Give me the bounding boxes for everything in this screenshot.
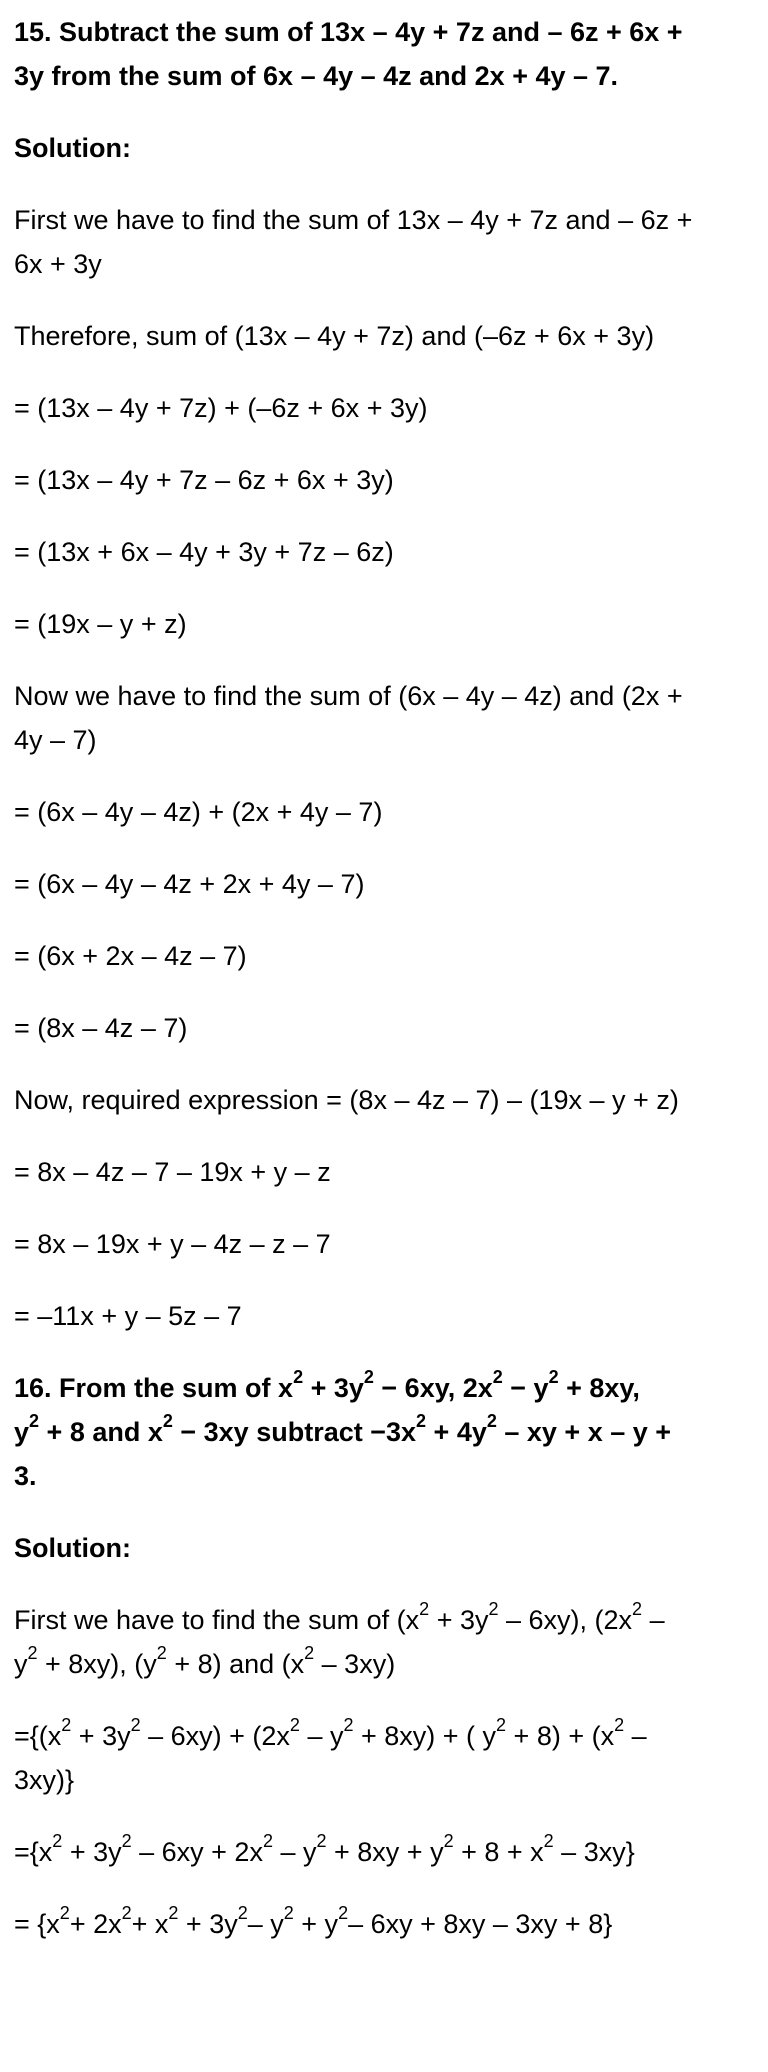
q16-question-line-3: 3.	[14, 1461, 37, 1491]
exponent: 2	[293, 1367, 304, 1387]
q15-solution-label: Solution:	[14, 133, 131, 163]
exponent: 2	[316, 1831, 327, 1851]
q15-step-11: = –11x + y – 5z – 7	[14, 1301, 242, 1331]
q16-step-3: = {$x^2+ 2x^2+ x^2 + 3y^2-$ $y^2 + y^2-$ 6xy + 8xy – 3xy + 8}	[14, 1903, 613, 1939]
q15-step-10: = 8x – 19x + y – 4z – z – 7	[14, 1229, 331, 1259]
q15-step-1: = (13x – 4y + 7z) + (–6z + 6x + 3y)	[14, 393, 428, 423]
q16-intro-line-2: $y^2 + 8xy$), $(y^2 + 8)$ and $(x^2 - 3xy)$	[14, 1643, 396, 1679]
q15-now-line-1: Now we have to find the sum of (6x – 4y – 4z) and (2x +	[14, 681, 683, 711]
exponent: 2	[443, 1831, 454, 1851]
q15-step-4: = (19x – y + z)	[14, 609, 187, 639]
exponent: 2	[121, 1903, 132, 1923]
exponent: 2	[486, 1411, 497, 1431]
exponent: 2	[121, 1831, 132, 1851]
exponent: 2	[162, 1411, 173, 1431]
exponent: 2	[168, 1903, 179, 1923]
q16-intro-line-1: First we have to find the sum of $(x^2 + 3y^2 - 6xy)$, ($2x^2$ –	[14, 1599, 665, 1635]
exponent: 2	[632, 1599, 643, 1619]
q15-step-6: = (6x – 4y – 4z + 2x + 4y – 7)	[14, 869, 365, 899]
q16-step-1-line-2: 3xy)}	[14, 1765, 75, 1795]
exponent: 2	[237, 1903, 248, 1923]
exponent: 2	[363, 1367, 374, 1387]
exponent: 2	[61, 1715, 72, 1735]
q15-required: Now, required expression = (8x – 4z – 7) – (19x – y + z)	[14, 1085, 679, 1115]
exponent: 2	[130, 1715, 141, 1735]
exponent: 2	[548, 1367, 559, 1387]
q16-question-line-1: 16. From the sum of $x^2 + 3y^2 - 6xy$, $2x^2 - y^2 + 8xy$,	[14, 1367, 640, 1403]
exponent: 2	[419, 1599, 430, 1619]
q15-step-7: = (6x + 2x – 4z – 7)	[14, 941, 247, 971]
q15-step-3: = (13x + 6x – 4y + 3y + 7z – 6z)	[14, 537, 394, 567]
exponent: 2	[262, 1831, 273, 1851]
q15-question-line-2: 3y from the sum of 6x – 4y – 4z and 2x + 4y – 7.	[14, 61, 619, 91]
q15-question-line-1: 15. Subtract the sum of 13x – 4y + 7z and – 6z + 6x +	[14, 17, 683, 47]
exponent: 2	[343, 1715, 354, 1735]
exponent: 2	[27, 1643, 38, 1663]
q16-question-line-2: $y^2 + 8$ and $x^2 - 3xy$ subtract $-3x^2 + 4y^2$ – xy + x – y +	[14, 1411, 672, 1447]
exponent: 2	[289, 1715, 300, 1735]
q15-intro-line-1: First we have to find the sum of 13x – 4y + 7z and – 6z +	[14, 205, 693, 235]
q16-solution-label: Solution:	[14, 1533, 131, 1563]
exponent: 2	[29, 1411, 40, 1431]
q15-step-8: = (8x – 4z – 7)	[14, 1013, 188, 1043]
exponent: 2	[496, 1715, 507, 1735]
q16-step-1-line-1: $=\{(x^2 + 3y^2 - 6xy) + (2x^2 - y^2 + 8xy)$ + ( $y^2 + 8) + (x^2$ –	[14, 1715, 647, 1751]
exponent: 2	[59, 1903, 70, 1923]
q15-step-9: = 8x – 4z – 7 – 19x + y – z	[14, 1157, 331, 1187]
q15-step-5: = (6x – 4y – 4z) + (2x + 4y – 7)	[14, 797, 383, 827]
q15-therefore: Therefore, sum of (13x – 4y + 7z) and (–6z + 6x + 3y)	[14, 321, 655, 351]
q15-now-line-2: 4y – 7)	[14, 725, 97, 755]
exponent: 2	[543, 1831, 554, 1851]
q16-step-2: $=\{x^2 + 3y^2 - 6xy + 2x^2 - y^2 + 8xy + y^2 + 8 + x^2 - 3xy\}$	[14, 1831, 635, 1867]
exponent: 2	[52, 1831, 63, 1851]
exponent: 2	[492, 1367, 503, 1387]
exponent: 2	[614, 1715, 625, 1735]
q15-intro-line-2: 6x + 3y	[14, 249, 102, 279]
exponent: 2	[156, 1643, 167, 1663]
exponent: 2	[488, 1599, 499, 1619]
exponent: 2	[283, 1903, 294, 1923]
exponent: 2	[416, 1411, 427, 1431]
q15-step-2: = (13x – 4y + 7z – 6z + 6x + 3y)	[14, 465, 394, 495]
exponent: 2	[304, 1643, 315, 1663]
exponent: 2	[338, 1903, 349, 1923]
